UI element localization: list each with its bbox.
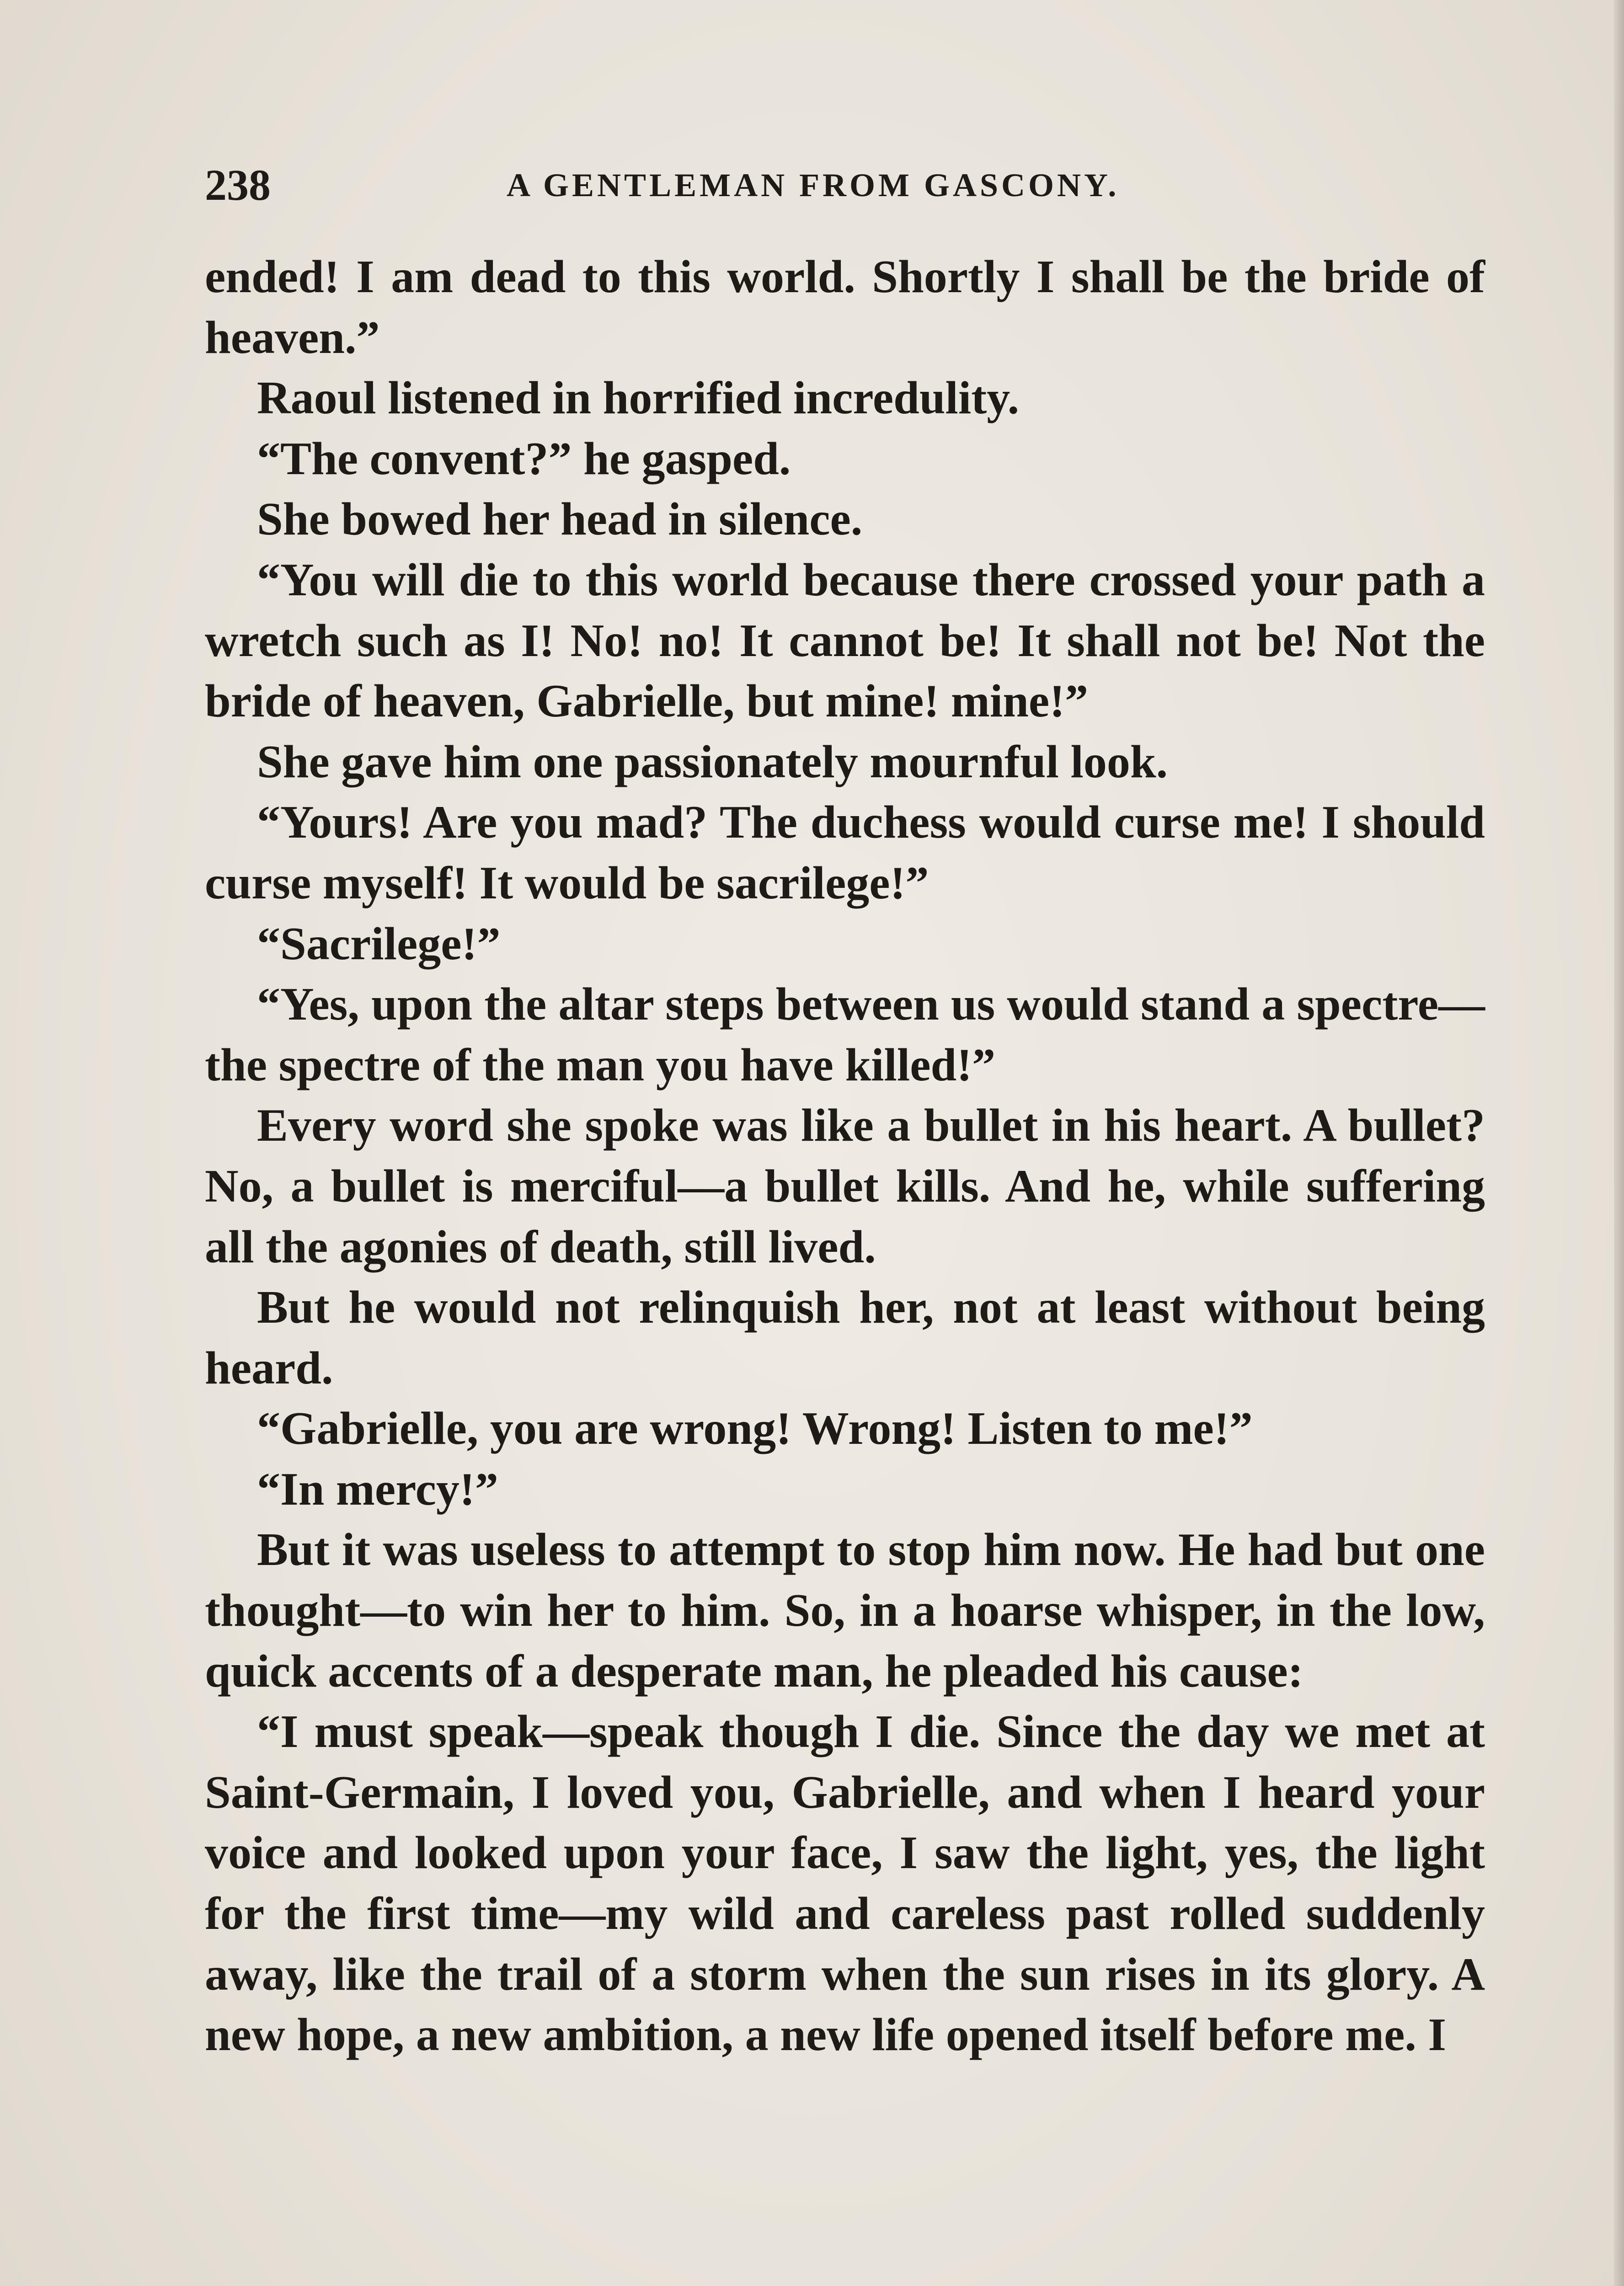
paragraph: She gave him one passionately mournful look. — [257, 736, 1168, 788]
paragraph: But he would not relinquish her, not at least without being heard. — [205, 1282, 1485, 1394]
page-edge-shadow — [1614, 0, 1624, 2286]
paragraph: “Yes, upon the altar steps between us would stand a spectre—the spectre of the man you have killed!” — [205, 978, 1485, 1091]
running-head — [205, 158, 1485, 213]
paragraph: “Yours! Are you mad? The duchess would curse me! I should curse myself! It would be sacrilege!” — [205, 796, 1485, 909]
paragraph: “Gabrielle, you are wrong! Wrong! Listen to me!” — [257, 1403, 1253, 1455]
book-title: A GENTLEMAN FROM GASCONY. — [507, 167, 1120, 203]
paragraph: “I must speak—speak though I die. Since the day we met at Saint-Germain, I loved you, Gabrielle, and when I heard your voice and looked upon your face, I saw the light, yes, the light for the first time—my wild and careless past rolled suddenly away, like the trail of a storm when the sun rises in its glory. A new hope, a new ambition, a new life opened itself before me. I — [205, 1706, 1485, 2061]
paragraph: But it was useless to attempt to stop him now. He had but one thought—to win her to him. So, in a hoarse whisper, in the low, quick accents of a desperate man, he pleaded his cause: — [205, 1524, 1485, 1697]
paragraph: “You will die to this world because there crossed your path a wretch such as I! No! no! It cannot be! It shall not be! Not the bride of heaven, Gabrielle, but mine! mine!” — [205, 554, 1485, 727]
paragraph: ended! I am dead to this world. Shortly I shall be the bride of heaven.” — [205, 251, 1485, 363]
body-text — [205, 247, 1485, 2066]
paragraph: “In mercy!” — [257, 1463, 498, 1515]
page-number: 238 — [205, 160, 271, 209]
paragraph: “The convent?” he gasped. — [257, 433, 791, 485]
paragraph: Raoul listened in horrified incredulity. — [257, 372, 1020, 424]
paragraph: “Sacrilege!” — [257, 918, 501, 970]
paragraph: Every word she spoke was like a bullet in his heart. A bullet? No, a bullet is merciful—a bullet kills. And he, while suffering all the agonies of death, still lived. — [205, 1100, 1485, 1273]
paragraph: She bowed her head in silence. — [257, 493, 863, 545]
